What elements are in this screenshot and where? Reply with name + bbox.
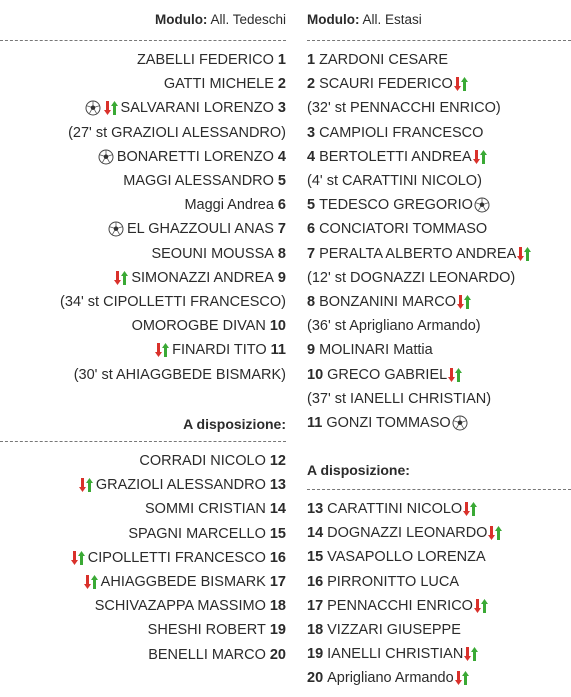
player-name: Aprigliano Armando — [327, 670, 454, 687]
player-name: MOLINARI Mattia — [319, 342, 433, 359]
away-bench-title: A disposizione: — [307, 462, 410, 478]
ball-icon — [452, 415, 468, 431]
home-header-divider — [0, 40, 286, 41]
player-number: 2 — [307, 76, 316, 93]
player-name: VIZZARI GIUSEPPE — [327, 622, 461, 638]
player-number: 5 — [277, 173, 286, 189]
player-name: IANELLI CHRISTIAN — [327, 646, 464, 663]
home-bench-player-row — [148, 645, 286, 665]
away-bench-player-row — [307, 499, 477, 519]
player-name: (12' st DOGNAZZI LEONARDO) — [307, 269, 516, 286]
player-number: 20 — [307, 670, 324, 687]
player-number: 9 — [277, 269, 286, 286]
home-bench-player-row — [145, 499, 286, 519]
away-player-row — [307, 316, 481, 336]
away-player-row — [307, 74, 468, 94]
away-player-row — [307, 219, 487, 239]
player-number: 4 — [307, 148, 316, 165]
home-player-row — [98, 147, 286, 167]
home-player-row — [184, 195, 286, 215]
player-number: 2 — [277, 76, 286, 93]
away-player-row — [307, 340, 433, 360]
home-player-row — [68, 123, 286, 143]
player-name: SEOUNI MOUSSA — [151, 245, 274, 262]
away-player-row — [307, 413, 468, 433]
home-bench-player-row — [84, 572, 286, 592]
player-number: 4 — [277, 148, 286, 165]
player-name: MAGGI ALESSANDRO — [123, 173, 274, 189]
sub-in-icon — [463, 501, 477, 517]
sub-out-icon — [473, 149, 487, 165]
player-name: SPAGNI MARCELLO — [128, 525, 266, 542]
player-number: 16 — [269, 549, 286, 566]
ball-icon — [85, 100, 101, 116]
player-number: 13 — [269, 477, 286, 494]
away-player-row — [307, 268, 515, 288]
home-player-row — [114, 268, 286, 288]
home-player-row — [132, 316, 286, 336]
away-module-value: All. Estasi — [362, 12, 422, 27]
away-player-row — [307, 292, 471, 312]
player-number: 16 — [307, 573, 324, 590]
sub-out-icon — [448, 367, 462, 383]
player-name: SALVARANI LORENZO — [120, 100, 274, 117]
away-bench-player-row — [307, 596, 488, 616]
home-bench-player-row — [95, 596, 286, 616]
home-player-row — [74, 365, 286, 385]
sub-in-icon — [71, 550, 85, 566]
player-number: 10 — [307, 366, 324, 383]
player-name: SCAURI FEDERICO — [319, 76, 453, 93]
away-module-label: Modulo: — [307, 12, 360, 27]
home-module-value: All. Tedeschi — [210, 12, 286, 27]
away-bench-player-row — [307, 644, 478, 664]
player-number: 3 — [307, 124, 316, 141]
away-player-row — [307, 98, 501, 118]
player-name: CONCIATORI TOMMASO — [319, 221, 488, 238]
player-number: 5 — [307, 197, 316, 214]
player-name: GATTI MICHELE — [163, 76, 274, 93]
player-name: (27' st GRAZIOLI ALESSANDRO) — [68, 124, 286, 141]
player-number: 14 — [307, 525, 324, 542]
player-name: GRAZIOLI ALESSANDRO — [95, 477, 266, 494]
home-bench-player-row — [128, 524, 286, 544]
sub-out-icon — [457, 294, 471, 310]
player-number: 7 — [307, 245, 316, 262]
sub-in-icon — [474, 598, 488, 614]
sub-out-icon — [104, 100, 118, 116]
player-number: 3 — [277, 100, 286, 117]
player-name: AHIAGGBEDE BISMARK — [100, 574, 266, 590]
player-number: 18 — [269, 598, 286, 615]
away-module-header — [307, 12, 422, 27]
player-number: 10 — [269, 318, 286, 335]
home-player-row — [151, 244, 286, 264]
home-player-row — [155, 340, 286, 360]
player-number: 19 — [269, 622, 286, 639]
away-bench-player-row — [307, 572, 459, 592]
player-name: PERALTA ALBERTO ANDREA — [319, 245, 517, 262]
player-number: 19 — [307, 646, 324, 663]
player-name: ZABELLI FEDERICO — [136, 52, 274, 68]
player-name: ZARDONI CESARE — [319, 52, 448, 68]
player-number: 14 — [269, 501, 286, 518]
player-name: SHESHI ROBERT — [147, 622, 266, 639]
player-name: (36' st Aprigliano Armando) — [307, 318, 481, 335]
player-name: SOMMI CRISTIAN — [145, 501, 266, 518]
sub-out-icon — [517, 246, 531, 262]
away-player-row — [307, 171, 482, 191]
player-number: 15 — [307, 549, 324, 566]
player-name: VASAPOLLO LORENZA — [327, 549, 486, 566]
player-name: GONZI TOMMASO — [326, 415, 451, 431]
away-player-row — [307, 365, 462, 385]
player-number: 11 — [307, 415, 323, 431]
sub-out-icon — [155, 342, 169, 358]
home-player-row — [137, 50, 286, 70]
player-name: DOGNAZZI LEONARDO — [327, 525, 488, 542]
home-bench-player-row — [148, 620, 286, 640]
player-number: 9 — [307, 342, 316, 359]
home-bench-divider — [0, 441, 286, 442]
player-number: 8 — [277, 245, 286, 262]
player-name: BONZANINI MARCO — [319, 294, 457, 310]
player-number: 7 — [277, 221, 286, 238]
home-player-row — [60, 292, 286, 312]
player-name: (30' st AHIAGGBEDE BISMARK) — [73, 366, 286, 383]
player-number: 11 — [270, 342, 286, 359]
player-number: 6 — [277, 197, 286, 214]
player-number: 1 — [307, 52, 316, 68]
player-name: CAMPIOLI FRANCESCO — [319, 124, 484, 141]
player-number: 17 — [307, 597, 324, 614]
away-bench-player-row — [307, 547, 486, 567]
player-number: 17 — [269, 574, 286, 590]
player-number: 8 — [307, 294, 316, 310]
away-bench-player-row — [307, 620, 461, 640]
away-player-row — [307, 50, 448, 70]
player-number: 1 — [277, 52, 286, 68]
player-name: BENELLI MARCO — [148, 646, 266, 663]
sub-in-icon — [84, 574, 98, 590]
sub-in-icon — [488, 525, 502, 541]
player-name: PENNACCHI ENRICO — [327, 597, 473, 614]
player-name: CIPOLLETTI FRANCESCO — [87, 549, 266, 566]
home-player-row — [123, 171, 286, 191]
player-name: FINARDI TITO — [172, 342, 267, 359]
away-bench-divider — [307, 489, 571, 490]
player-number: 13 — [307, 501, 324, 517]
player-number: 18 — [307, 622, 324, 638]
player-name: TEDESCO GREGORIO — [319, 197, 473, 214]
ball-icon — [98, 149, 114, 165]
away-player-row — [307, 195, 490, 215]
home-module-label: Modulo: — [154, 12, 208, 27]
away-bench-player-row — [307, 668, 469, 688]
player-number: 15 — [269, 525, 286, 542]
player-name: SIMONAZZI ANDREA — [131, 269, 274, 286]
sub-in-icon — [79, 477, 93, 493]
player-name: (34' st CIPOLLETTI FRANCESCO) — [60, 294, 286, 310]
away-header-divider — [307, 40, 571, 41]
home-bench-title: A disposizione: — [183, 416, 286, 432]
ball-icon — [474, 197, 490, 213]
player-name: (4' st CARATTINI NICOLO) — [307, 173, 482, 189]
away-player-row — [307, 244, 531, 264]
player-number: 20 — [269, 646, 286, 663]
away-bench-player-row — [307, 523, 502, 543]
player-name: CORRADI NICOLO — [139, 453, 266, 469]
away-player-row — [307, 147, 487, 167]
home-module-header — [155, 12, 286, 27]
sub-out-icon — [114, 270, 128, 286]
home-player-row — [85, 98, 286, 118]
player-name: BONARETTI LORENZO — [116, 148, 274, 165]
player-name: (37' st IANELLI CHRISTIAN) — [307, 390, 492, 407]
sub-out-icon — [454, 76, 468, 92]
player-name: OMOROGBE DIVAN — [131, 318, 266, 335]
player-name: PIRRONITTO LUCA — [327, 573, 459, 590]
home-player-row — [164, 74, 286, 94]
player-name: BERTOLETTI ANDREA — [319, 148, 472, 165]
player-name: SCHIVAZAPPA MASSIMO — [94, 598, 266, 615]
player-name: EL GHAZZOULI ANAS — [127, 221, 274, 238]
sub-in-icon — [455, 670, 469, 686]
home-bench-player-row — [139, 451, 286, 471]
ball-icon — [108, 221, 124, 237]
player-name: GRECO GABRIEL — [327, 366, 448, 383]
away-player-row — [307, 389, 491, 409]
sub-in-icon — [464, 646, 478, 662]
player-name: (32' st PENNACCHI ENRICO) — [307, 100, 501, 117]
home-bench-player-row — [79, 475, 286, 495]
player-number: 12 — [269, 453, 286, 469]
player-name: CARATTINI NICOLO — [327, 501, 463, 517]
player-name: Maggi Andrea — [184, 197, 274, 214]
home-bench-player-row — [71, 548, 286, 568]
away-player-row — [307, 123, 483, 143]
player-number: 6 — [307, 221, 316, 238]
home-player-row — [108, 219, 286, 239]
